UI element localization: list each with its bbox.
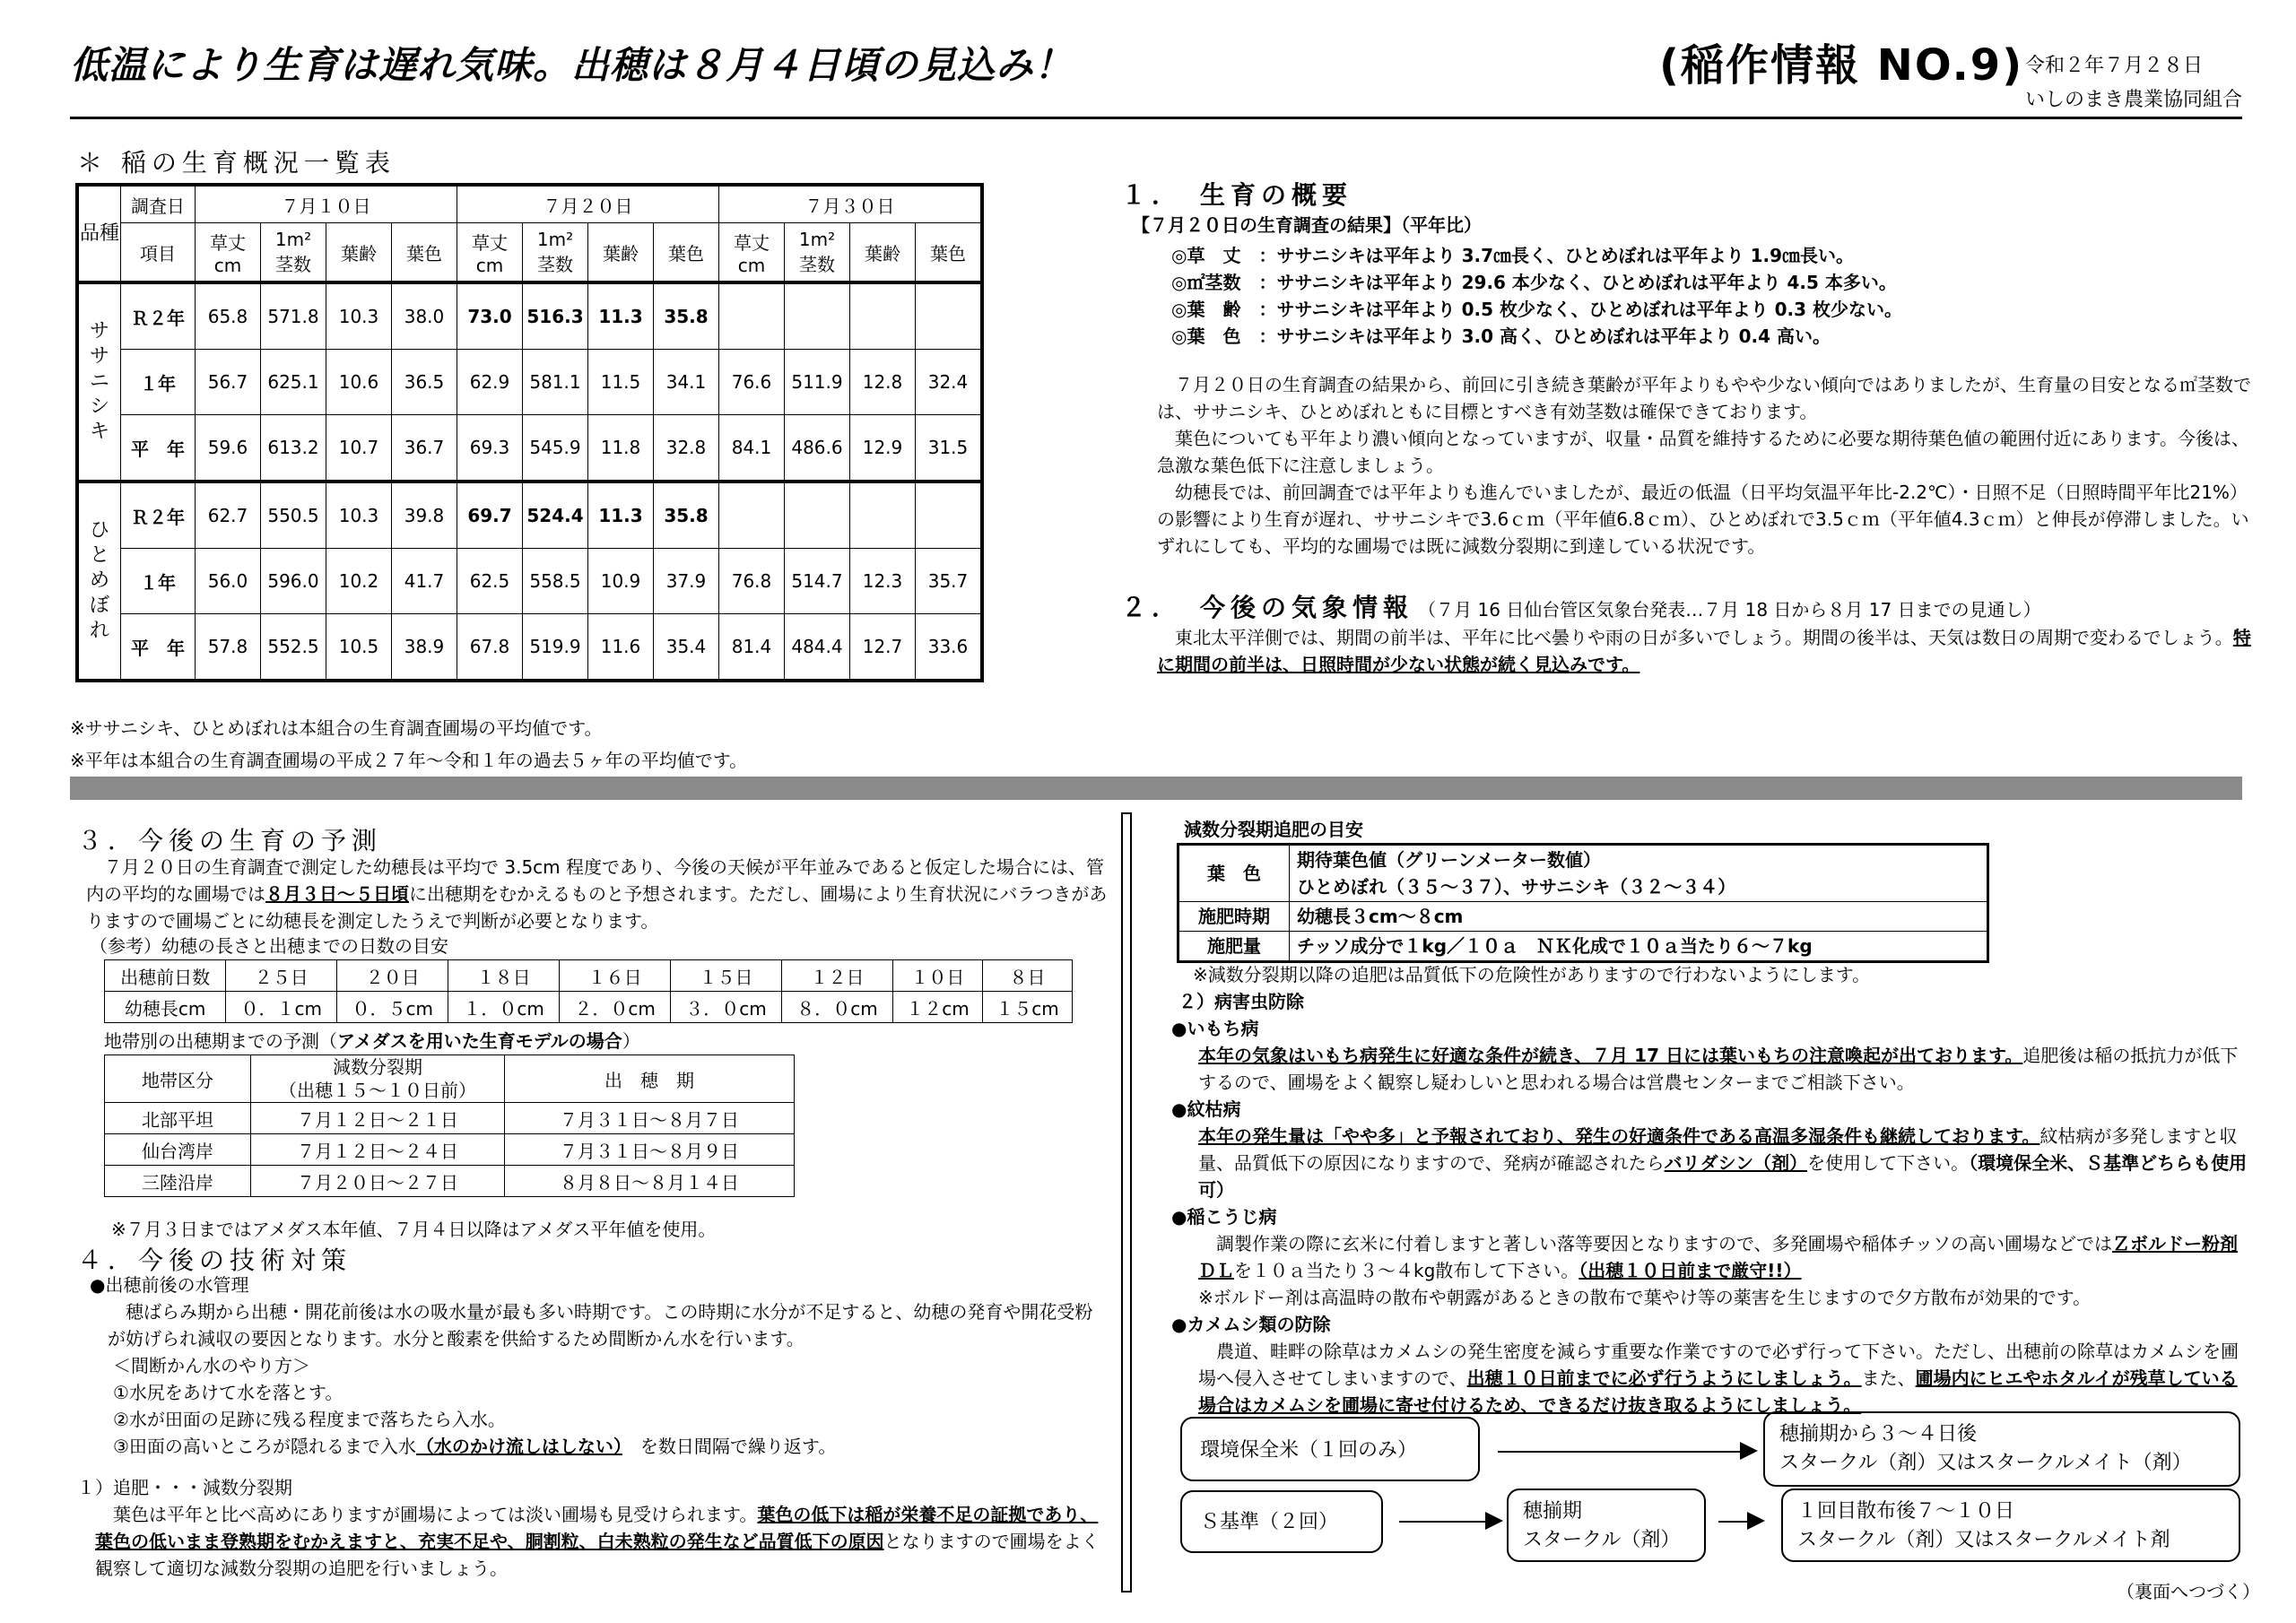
section-divider	[70, 777, 2242, 800]
column-header: 草丈 cm	[457, 223, 523, 283]
water-head: ●出穂前後の水管理	[90, 1274, 249, 1296]
length-cell: １．０cm	[448, 992, 560, 1023]
table-cell: 62.7	[196, 482, 261, 549]
table-cell: 41.7	[392, 549, 457, 614]
fert-table	[1177, 843, 1989, 963]
step3-b: （水のかけ流しはしない）	[415, 1436, 622, 1457]
days-cell: ２５日	[226, 960, 337, 992]
region-cell: ７月１２日～２１日	[251, 1103, 505, 1134]
table-cell: 545.9	[523, 415, 588, 482]
table-cell: 56.7	[196, 350, 261, 415]
table-cell: 12.7	[850, 614, 916, 681]
region-cell: ７月３１日～８月９日	[505, 1134, 795, 1166]
arrowhead-icon	[1485, 1512, 1503, 1530]
s2-body	[1157, 624, 2251, 678]
region-note: ※７月３日まではアメダス本年値、７月４日以降はアメダス平年値を使用。	[111, 1219, 717, 1240]
fert-note: ※減数分裂期以降の追肥は品質低下の危険性がありますので行わないようにします。	[1193, 964, 1871, 985]
s3-para-date: ８月３日～５日頃	[265, 883, 409, 905]
table-row	[77, 614, 982, 681]
table-row	[77, 549, 982, 614]
topdress-head: １）追肥・・・減数分裂期	[77, 1477, 292, 1498]
flow-env-box: 環境保全米（１回のみ）	[1180, 1417, 1480, 1481]
s3-para: ７月２０日の生育調査で測定した幼穂長は平均で 3.5cm 程度であり、今後の天候が平年並みであると仮定した場合には、管内の平均的な圃場では	[86, 856, 1104, 905]
s1-items	[1171, 242, 1902, 350]
meiosis-sub: （出穂１５～１０日前）	[279, 1080, 476, 1101]
flow-s-step2-timing: １回目散布後７～１０日	[1797, 1500, 2015, 1523]
column-header: 1m² 茎数	[523, 223, 588, 283]
row-label: 平 年	[121, 415, 196, 482]
step3-a: ③田面の高いところが隠れるまで入水	[113, 1436, 416, 1457]
row-label: Ｒ２年	[121, 482, 196, 549]
variety-cell: ひ と め ぼ れ	[77, 482, 121, 681]
water-step: ②水が田面の足跡に残る程度まで落ちたら入水。	[113, 1409, 506, 1430]
region-col-zone: 地帯区分	[105, 1055, 251, 1103]
date-col-3: ７月３０日	[719, 185, 983, 223]
table-cell: 38.9	[392, 614, 457, 681]
table-cell: 81.4	[719, 614, 785, 681]
days-label: 出穂前日数	[105, 960, 226, 992]
smut-chemical: Ｚボルドー粉剤ＤＬ	[1198, 1233, 2238, 1281]
table-cell: 57.8	[196, 614, 261, 681]
table-cell: 38.0	[392, 282, 457, 350]
table-cell: 36.5	[392, 350, 457, 415]
column-header: 葉色	[392, 223, 457, 283]
variety-cell: サ サ ニ シ キ	[77, 282, 121, 482]
sheath-head: ●紋枯病	[1171, 1098, 1241, 1120]
column-header: 草丈 cm	[719, 223, 785, 283]
column-header: 1m² 茎数	[261, 223, 326, 283]
s4-title: ４．今後の技術対策	[77, 1245, 352, 1275]
column-header: 葉色	[916, 223, 983, 283]
s1-item: ◎葉 色 ：ササニシキは平年より 3.0 高く、ひとめぼれは平年より 0.4 高い。	[1171, 325, 1831, 347]
flow-env-chemical: スタークル（剤）又はスタークルメイト（剤）	[1779, 1452, 2192, 1474]
s2-heading	[1121, 588, 2041, 624]
table-note-2: ※平年は本組合の生育調査圃場の平成２７年～令和１年の過去５ヶ年の平均値です。	[70, 750, 748, 771]
survey-label: 調査日	[121, 185, 196, 223]
variety-header: 品種	[77, 185, 121, 282]
bug-para	[1171, 1338, 2251, 1419]
table-cell: 62.5	[457, 549, 523, 614]
growth-table	[75, 183, 984, 682]
s1-item: ◎㎡茎数 ：ササニシキは平年より 29.6 本少なく、ひとめぼれは平年より 4.5 本多い。	[1171, 272, 1897, 293]
table-cell: 59.6	[196, 415, 261, 482]
table-cell: 12.9	[850, 415, 916, 482]
column-header: 草丈 cm	[196, 223, 261, 283]
water-step: ①水尻をあけて水を落とす。	[113, 1382, 344, 1403]
table-cell: 36.7	[392, 415, 457, 482]
fert-label-amount: 施肥量	[1178, 932, 1290, 962]
table-cell	[719, 482, 785, 549]
column-divider	[1121, 812, 1132, 1593]
table-cell	[719, 282, 785, 350]
length-cell: ３．０cm	[671, 992, 782, 1023]
date-col-2: ７月２０日	[457, 185, 719, 223]
s2-para: 東北太平洋側では、期間の前半は、平年に比べ曇りや雨の日が多いでしょう。期間の後半は、天気は数日の周期で変わるでしょう。	[1157, 627, 2233, 648]
column-header: 葉齢	[326, 223, 392, 283]
table-cell: 65.8	[196, 282, 261, 350]
row-label: １年	[121, 549, 196, 614]
step3-c: を数日間隔で繰り返す。	[622, 1436, 837, 1457]
region-row	[105, 1166, 795, 1197]
bug-head: ●カメムシ類の防除	[1171, 1314, 1331, 1335]
days-cell: ８日	[982, 960, 1072, 992]
table-cell: 10.5	[326, 614, 392, 681]
fert-color-value	[1290, 845, 1988, 902]
arrowhead-icon	[1747, 1512, 1765, 1530]
date-col-1: ７月１０日	[196, 185, 457, 223]
table-cell: 62.9	[457, 350, 523, 415]
table-row	[77, 282, 982, 350]
flow-env-target	[1763, 1411, 2240, 1487]
s1-item: ◎草 丈 ：ササニシキは平年より 3.7㎝長く、ひとめぼれは平年より 1.9㎝長い。	[1171, 245, 1855, 266]
table-cell	[850, 282, 916, 350]
table-cell: 35.8	[654, 282, 719, 350]
table-cell	[785, 482, 850, 549]
column-header-row	[77, 223, 982, 283]
smut-deadline: （出穂１０日前まで厳守!!）	[1578, 1260, 1802, 1281]
region-title-end: ）	[622, 1030, 640, 1052]
region-cell: 仙台湾岸	[105, 1134, 251, 1166]
water-step-3	[90, 1433, 1109, 1460]
pest-section	[1171, 988, 2251, 1419]
table-cell	[916, 282, 983, 350]
table-cell: 571.8	[261, 282, 326, 350]
water-para: 穂ばらみ期から出穂・開花前後は水の吸水量が最も多い時期です。この時期に水分が不足すると、幼穂の発育や開花受粉が妨げられ減収の要因となります。水分と酸素を供給するため間断かん水を行います。	[108, 1301, 1093, 1350]
blast-text: 追肥後は稲の抵抗力が低下するので、圃場をよく観察し疑わしいと思われる場合は営農センターまでご相談下さい。	[1198, 1045, 2239, 1093]
s1-para: ７月２０日の生育調査の結果から、前回に引き続き葉齢が平年よりもやや少ない傾向ではありましたが、生育量の目安となる㎡茎数では、ササニシキ、ひとめぼれともに目標とすべき有効茎数は確保できております。	[1157, 374, 2251, 422]
s4-water	[90, 1271, 1109, 1460]
table-cell: 10.3	[326, 482, 392, 549]
growth-table-title: ＊ 稲の生育概況一覧表	[77, 148, 396, 178]
table-cell: 31.5	[916, 415, 983, 482]
flow-arrow-3	[1718, 1521, 1751, 1523]
length-cell: １５cm	[982, 992, 1072, 1023]
s1-title: １． 生育の概要	[1121, 180, 1353, 210]
s2-subtitle: （７月 16 日仙台管区気象台発表…７月 18 日から８月 17 日までの見通し）	[1418, 599, 2041, 621]
table-cell: 39.8	[392, 482, 457, 549]
flow-s-step1-timing: 穂揃期	[1523, 1500, 1583, 1523]
table-cell: 76.6	[719, 350, 785, 415]
table-cell: 625.1	[261, 350, 326, 415]
table-row	[77, 350, 982, 415]
table-cell: 11.6	[588, 614, 654, 681]
table-cell: 10.9	[588, 549, 654, 614]
smut-text: 調製作業の際に玄米に付着しますと著しい落等要因となりますので、多発圃場や稲体チッソの高い圃場などでは	[1198, 1233, 2112, 1254]
table-cell: 33.6	[916, 614, 983, 681]
issue-title: (稲作情報 NO.9)	[1659, 40, 2024, 91]
sheath-text: 紋枯病が多発しますと収量、品質低下の原因になりますので、発病が確認されたら	[1198, 1125, 2238, 1174]
sheath-para	[1171, 1123, 2251, 1203]
blast-head: ●いもち病	[1171, 1018, 1259, 1039]
organization: いしのまき農業協同組合	[2025, 89, 2243, 111]
fert-label-timing: 施肥時期	[1178, 902, 1290, 932]
headline: 低温により生育は遅れ気味。出穂は８月４日頃の見込み！	[70, 43, 1074, 87]
s1-para: 葉色についても平年より濃い傾向となっていますが、収量・品質を維持するために必要な期待葉色値の範囲付近にあります。今後は、急激な葉色低下に注意しましょう。	[1157, 428, 2249, 476]
table-row	[77, 482, 982, 549]
table-cell: 10.6	[326, 350, 392, 415]
blast-bold: 本年の気象はいもち病発生に好適な条件が続き、７月 17 日には葉いもちの注意喚起が出ております。	[1198, 1045, 2023, 1066]
table-cell: 69.3	[457, 415, 523, 482]
table-cell: 11.3	[588, 282, 654, 350]
s3-ref: （参考）幼穂の長さと出穂までの日数の目安	[90, 935, 448, 957]
table-cell: 11.3	[588, 482, 654, 549]
table-cell: 613.2	[261, 415, 326, 482]
table-cell: 552.5	[261, 614, 326, 681]
header-rule	[70, 117, 2242, 119]
table-cell: 516.3	[523, 282, 588, 350]
sheath-usage: （環境保全米、Ｓ基準どちらも使用可）	[1198, 1152, 2248, 1201]
s1-item: ◎葉 齢 ：ササニシキは平年より 0.5 枚少なく、ひとめぼれは平年より 0.3 枚少ない。	[1171, 299, 1902, 320]
length-cell: ８．０cm	[782, 992, 893, 1023]
s3-title: ３．今後の生育の予測	[77, 826, 383, 855]
table-cell: 12.8	[850, 350, 916, 415]
region-cell: 三陸沿岸	[105, 1166, 251, 1197]
table-cell: 84.1	[719, 415, 785, 482]
bug-weeds: 圃場内にヒエやホタルイが残草している場合はカメムシを圃場に寄せ付けるため、できるだけ抜き取るようにしましょう。	[1198, 1367, 2238, 1416]
table-cell	[850, 482, 916, 549]
table-cell: 519.9	[523, 614, 588, 681]
region-header	[105, 1055, 795, 1103]
fert-color-line1: 期待葉色値（グリーンメーター数値）	[1297, 849, 1601, 871]
region-row	[105, 1134, 795, 1166]
days-row	[105, 960, 1073, 992]
table-cell: 10.2	[326, 549, 392, 614]
table-cell: 73.0	[457, 282, 523, 350]
topdress-bold: 葉色の低下は稲が栄養不足の証拠であり、葉色の低いまま登熟期をむかえますと、充実不足や、胴割粒、白未熟粒の発生など品質低下の原因	[95, 1504, 1099, 1552]
table-cell: 34.1	[654, 350, 719, 415]
length-cell: ２．０cm	[560, 992, 671, 1023]
days-cell: ２０日	[337, 960, 448, 992]
issue-date: 令和２年７月２８日	[2025, 55, 2204, 77]
table-cell	[785, 282, 850, 350]
footer-continue: （裏面へつづく）	[2117, 1581, 2260, 1602]
table-cell: 11.5	[588, 350, 654, 415]
smut-head: ●稲こうじ病	[1171, 1206, 1277, 1228]
topdress-para	[77, 1501, 1109, 1582]
topdress	[77, 1474, 1109, 1582]
table-cell: 486.6	[785, 415, 850, 482]
flow-s-box: Ｓ基準（２回）	[1180, 1490, 1383, 1553]
region-cell: ７月１２日～２４日	[251, 1134, 505, 1166]
days-cell: １６日	[560, 960, 671, 992]
fert-timing-value: 幼穂長３cm～８cm	[1290, 902, 1988, 932]
fert-label-color: 葉 色	[1178, 845, 1290, 902]
table-cell: 10.3	[326, 282, 392, 350]
row-label: 平 年	[121, 614, 196, 681]
s1-para: 幼穂長では、前回調査では平年よりも進んでいましたが、最近の低温（日平均気温平年比-2.2℃）・日照不足（日照時間平年比21%）の影響により生育が遅れ、ササニシキで3.6ｃｍ（平年値6.8ｃｍ）、ひとめぼれで3.5ｃｍ（平年値4.3ｃｍ）と伸長が停滞しました。いずれにしても、平均的な圃場では既に減数分裂期に到達している状況です。	[1157, 482, 2249, 557]
flow-s-step1-chemical: スタークル（剤）	[1523, 1529, 1681, 1551]
table-cell: 67.8	[457, 614, 523, 681]
topdress-rest: となりますので圃場をよく観察して適切な減数分裂期の追肥を行いましょう。	[95, 1531, 1100, 1579]
region-title	[104, 1028, 640, 1055]
flow-s-step2-chemical: スタークル（剤）又はスタークルメイト剤	[1797, 1529, 2170, 1551]
item-label: 項目	[121, 223, 196, 283]
pest-head: ２）病害虫防除	[1178, 991, 1304, 1012]
table-cell: 558.5	[523, 549, 588, 614]
region-col-heading: 出 穂 期	[505, 1055, 795, 1103]
column-header: 葉齢	[850, 223, 916, 283]
table-cell: 76.8	[719, 549, 785, 614]
column-header: 葉色	[654, 223, 719, 283]
fert-color-line2: ひとめぼれ（３５～３７）、ササニシキ（３２～３４）	[1297, 876, 1736, 898]
table-cell: 511.9	[785, 350, 850, 415]
table-cell: 69.7	[457, 482, 523, 549]
region-cell: ８月８日～８月１４日	[505, 1166, 795, 1197]
length-cell: ０．１cm	[226, 992, 337, 1023]
s1-subtitle: 【７月２０日の生育調査の結果】（平年比）	[1132, 214, 1482, 236]
s2-para-bold: 特に期間の前半は、日照時間が少ない状態が続く見込みです。	[1157, 627, 2251, 675]
table-cell: 35.4	[654, 614, 719, 681]
region-cell: 北部平坦	[105, 1103, 251, 1134]
table-cell	[916, 482, 983, 549]
region-cell: ７月２０日～２７日	[251, 1166, 505, 1197]
flow-arrow-1	[1498, 1451, 1749, 1453]
table-cell: 10.7	[326, 415, 392, 482]
length-cell: ０．５cm	[337, 992, 448, 1023]
region-title-bold: アメダスを用いた生育モデルの場合	[337, 1030, 622, 1052]
smut-note: ※ボルドー剤は高温時の散布や朝露があるときの散布で葉やけ等の薬害を生じますので夕方散布が効果的です。	[1198, 1287, 2092, 1308]
table-cell: 37.9	[654, 549, 719, 614]
days-cell: １０日	[892, 960, 982, 992]
s1-body	[1157, 371, 2251, 560]
row-label: Ｒ２年	[121, 282, 196, 350]
flow-env-timing: 穂揃期から３～４日後	[1779, 1423, 1978, 1445]
bug-text: 農道、畦畔の除草はカメムシの発生密度を減らす重要な作業ですので必ず行って下さい。ただし、出穂前の除草はカメムシを圃場へ侵入させてしまいますので、	[1198, 1341, 2239, 1389]
region-col-meiosis	[251, 1055, 505, 1103]
table-cell: 524.4	[523, 482, 588, 549]
sheath-bold: 本年の発生量は「やや多」と予報されており、発生の好適条件である高温多湿条件も継続しております。	[1198, 1125, 2040, 1147]
table-cell: 32.4	[916, 350, 983, 415]
table-cell: 56.0	[196, 549, 261, 614]
days-cell: １５日	[671, 960, 782, 992]
table-cell: 514.7	[785, 549, 850, 614]
region-table	[104, 1055, 795, 1197]
table-cell: 484.4	[785, 614, 850, 681]
fert-amount-value: チッソ成分で１kg／１０ａ ＮＫ化成で１０ａ当たり６～７kg	[1290, 932, 1988, 962]
panicle-table	[104, 959, 1073, 1023]
flow-arrow-2	[1399, 1521, 1489, 1523]
table-row	[77, 415, 982, 482]
blast-para	[1171, 1042, 2251, 1096]
sheath-text2: を使用して下さい。	[1807, 1152, 1970, 1174]
flow-s-step2	[1781, 1488, 2240, 1562]
table-note-1: ※ササニシキ、ひとめぼれは本組合の生育調査圃場の平均値です。	[70, 717, 603, 739]
s3-para-rest: に出穂期をむかえるものと予想されます。ただし、圃場により生育状況にバラつきがありますので圃場ごとに幼穂長を測定したうえで判断が必要となります。	[86, 883, 1108, 932]
s3-body	[86, 854, 1109, 934]
table-cell: 550.5	[261, 482, 326, 549]
table-cell: 12.3	[850, 549, 916, 614]
column-header: 1m² 茎数	[785, 223, 850, 283]
table-cell: 32.8	[654, 415, 719, 482]
region-title-text: 地帯別の出穂期までの予測（	[104, 1030, 337, 1052]
table-cell: 35.8	[654, 482, 719, 549]
table-cell: 11.8	[588, 415, 654, 482]
bug-deadline: 出穂１０日前までに必ず行うようにしましょう。	[1466, 1367, 1862, 1389]
region-row	[105, 1103, 795, 1134]
table-cell: 581.1	[523, 350, 588, 415]
fert-title: 減数分裂期追肥の目安	[1184, 819, 1363, 840]
length-row	[105, 992, 1073, 1023]
column-header: 葉齢	[588, 223, 654, 283]
water-sub: ＜間断かん水のやり方＞	[113, 1355, 310, 1376]
s2-title: ２． 今後の気象情報	[1121, 593, 1414, 622]
region-cell: ７月３１日～８月７日	[505, 1103, 795, 1134]
bug-text2: また、	[1861, 1367, 1916, 1389]
table-cell: 35.7	[916, 549, 983, 614]
length-label: 幼穂長cm	[105, 992, 226, 1023]
row-label: １年	[121, 350, 196, 415]
topdress-text: 葉色は平年と比べ高めにありますが圃場によっては淡い圃場も見受けられます。	[95, 1504, 758, 1525]
flow-s-step1	[1507, 1488, 1706, 1562]
meiosis-label: 減数分裂期	[333, 1056, 422, 1078]
length-cell: １２cm	[892, 992, 982, 1023]
table-cell: 596.0	[261, 549, 326, 614]
days-cell: １８日	[448, 960, 560, 992]
arrowhead-icon	[1740, 1442, 1758, 1460]
smut-para	[1171, 1230, 2251, 1284]
smut-text2: を１０ａ当たり３～４kg散布して下さい。	[1234, 1260, 1579, 1281]
sheath-chemical: バリダシン（剤）	[1664, 1152, 1808, 1174]
days-cell: １２日	[782, 960, 893, 992]
